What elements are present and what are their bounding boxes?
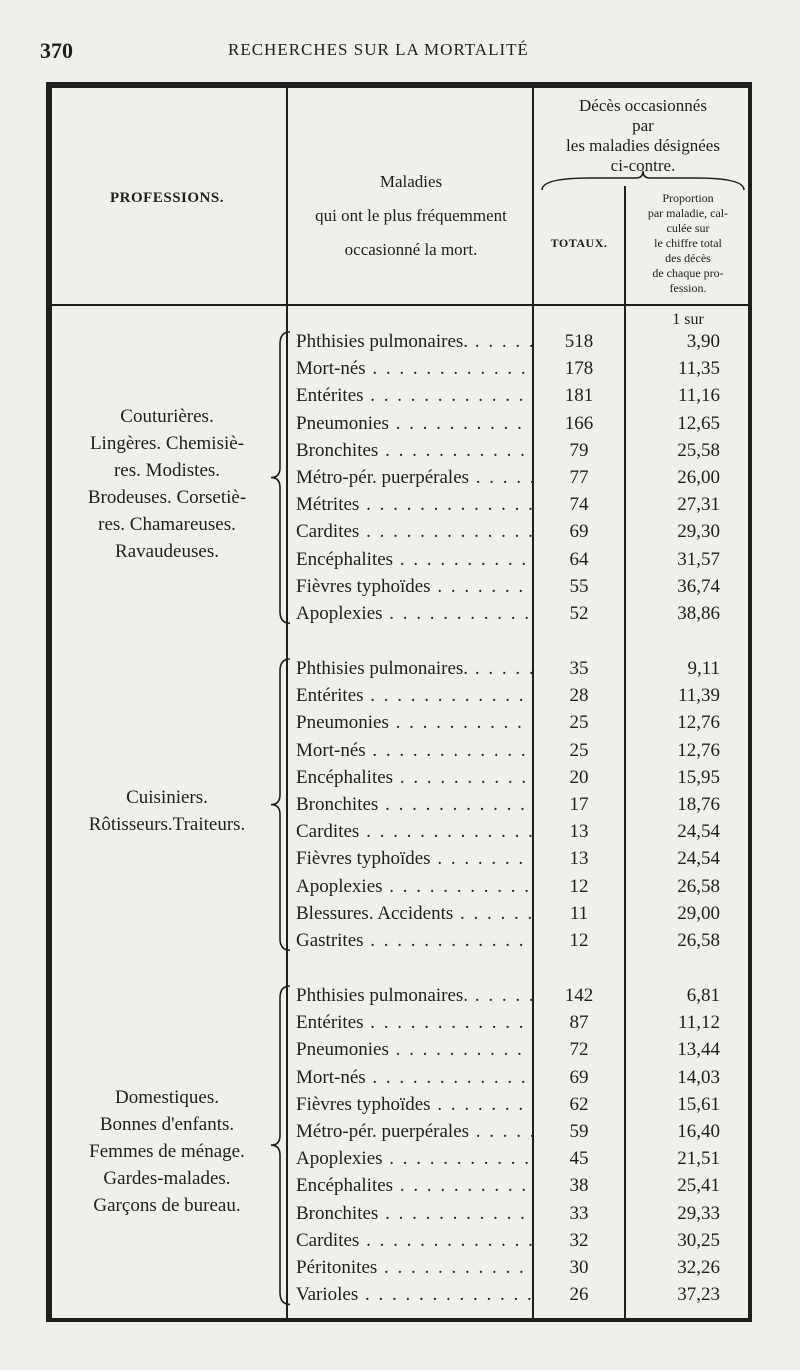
profession-line: Cuisiniers.: [126, 786, 208, 808]
total-cell: 178: [564, 358, 594, 380]
disease-cell: Cardites . . .: [296, 1227, 532, 1254]
table-row: [0, 382, 800, 409]
proportion-cell: 11,12: [677, 1012, 720, 1034]
disease-cell: Fièvres typhoïdes . . .: [296, 573, 532, 600]
proportion-cell: 26,00: [677, 467, 720, 488]
disease-cell: Encéphalites . . .: [296, 764, 532, 791]
maladies-header-line: occasionné la mort.: [344, 240, 478, 259]
total-cell: 142: [564, 985, 594, 1006]
total-cell: 59: [569, 1121, 589, 1142]
disease-cell: Apoplexies . . .: [296, 600, 532, 627]
running-title: RECHERCHES SUR LA MORTALITÉ: [228, 40, 529, 59]
total-cell: 518: [564, 331, 594, 352]
profession-line: res. Modistes.: [113, 459, 221, 481]
proportion-cell: 24,54: [677, 848, 720, 870]
total-cell: 33: [569, 1202, 589, 1224]
disease-cell: Métro-pér. puerpérales . . .: [296, 464, 532, 491]
table-row: [0, 1036, 800, 1063]
proportion-header-line: Proportion: [662, 191, 714, 205]
table-row: [0, 845, 800, 872]
disease-cell: Cardites . . .: [296, 818, 532, 845]
table-row: [0, 655, 800, 682]
proportion-cell: 36,74: [677, 575, 720, 597]
disease-cell: Pneumonies . . .: [296, 1036, 532, 1063]
table-row: [0, 682, 800, 709]
proportion-header-line: par maladie, cal-: [647, 206, 729, 220]
proportion-header-line: fession.: [669, 281, 707, 295]
disease-cell: Phthisies pulmonaires. . . .: [296, 655, 532, 682]
total-cell: 30: [569, 1257, 589, 1278]
table-bottom-rule: [46, 1318, 752, 1322]
profession-line: res. Chamareuses.: [98, 513, 236, 535]
proportion-cell: 11,16: [677, 385, 720, 407]
table-row: [0, 737, 800, 764]
table-row: [0, 818, 800, 845]
proportion-header-line: le chiffre total: [654, 236, 722, 250]
table-row: [0, 873, 800, 900]
proportion-cell: 11,35: [677, 358, 720, 380]
column-header-totaux: TOTAUX.: [550, 236, 608, 250]
profession-line: Gardes-malades.: [103, 1167, 231, 1189]
proportion-cell: 38,86: [677, 603, 720, 624]
proportion-cell: 27,31: [677, 494, 720, 516]
table-row: [0, 1281, 800, 1308]
total-cell: 77: [569, 467, 589, 488]
disease-cell: Cardites . . .: [296, 518, 532, 545]
proportion-header-line: de chaque pro-: [652, 266, 724, 280]
total-cell: 38: [569, 1175, 589, 1197]
maladies-header-line: qui ont le plus fréquemment: [315, 206, 507, 225]
proportion-cell: 31,57: [677, 548, 720, 570]
deces-header-line: ci-contre.: [610, 156, 676, 175]
proportion-cell: 12,76: [677, 739, 720, 761]
table-row: [0, 600, 800, 627]
table-row: [0, 546, 800, 573]
disease-cell: Entérites . . .: [296, 382, 532, 409]
proportion-cell: 15,61: [677, 1093, 720, 1115]
total-cell: 28: [569, 685, 589, 707]
total-cell: 45: [569, 1148, 589, 1170]
proportion-cell: 12,76: [677, 712, 720, 734]
table-row: [0, 573, 800, 600]
disease-cell: Mort-nés . . .: [296, 355, 532, 382]
table-row: [0, 982, 800, 1009]
disease-cell: Entérites . . .: [296, 682, 532, 709]
table-row: [0, 764, 800, 791]
total-cell: 74: [569, 494, 589, 516]
proportion-cell: 11,39: [677, 685, 720, 707]
column-header-maladies: [288, 165, 534, 267]
disease-cell: Blessures. Accidents . . .: [296, 900, 532, 927]
table-row: [0, 1145, 800, 1172]
deces-header-line: Décès occasionnés: [579, 96, 707, 115]
proportion-cell: 9,11: [687, 658, 720, 679]
proportion-cell: 16,40: [677, 1121, 720, 1142]
disease-cell: Mort-nés . . .: [296, 737, 532, 764]
disease-cell: Métrites . . .: [296, 491, 532, 518]
total-cell: 181: [564, 385, 594, 407]
profession-line: Rôtisseurs.Traiteurs.: [88, 813, 246, 835]
disease-cell: Apoplexies . . .: [296, 873, 532, 900]
total-cell: 87: [569, 1012, 589, 1034]
total-cell: 72: [569, 1039, 589, 1061]
disease-cell: Encéphalites . . .: [296, 1172, 532, 1199]
profession-line: Femmes de ménage.: [89, 1140, 245, 1162]
total-cell: 52: [569, 603, 589, 624]
table-row: [0, 709, 800, 736]
disease-cell: Pneumonies . . .: [296, 709, 532, 736]
proportion-cell: 30,25: [677, 1229, 720, 1251]
total-cell: 11: [569, 902, 589, 924]
profession-group: [0, 655, 800, 954]
total-cell: 69: [569, 521, 589, 543]
table-row: [0, 1064, 800, 1091]
disease-cell: Fièvres typhoïdes . . .: [296, 1091, 532, 1118]
table-row: [0, 1200, 800, 1227]
total-cell: 166: [564, 412, 594, 434]
total-cell: 17: [569, 794, 589, 815]
table-row: [0, 464, 800, 491]
deces-header-line: les maladies désignées: [566, 136, 720, 155]
profession-line: Couturières.: [120, 405, 214, 427]
proportion-cell: 29,30: [677, 521, 720, 543]
table-row: [0, 491, 800, 518]
total-cell: 20: [569, 766, 589, 788]
disease-cell: Bronchites . . .: [296, 791, 532, 818]
deces-header-line: par: [632, 116, 654, 135]
table-row: [0, 328, 800, 355]
proportion-cell: 29,33: [677, 1202, 720, 1224]
page-header: [0, 30, 800, 70]
total-cell: 13: [569, 848, 589, 870]
table-row: [0, 437, 800, 464]
table-row: [0, 791, 800, 818]
proportion-cell: 24,54: [677, 821, 720, 843]
total-cell: 69: [569, 1066, 589, 1088]
table-row: [0, 1172, 800, 1199]
proportion-cell: 12,65: [677, 412, 720, 434]
disease-cell: Mort-nés . . .: [296, 1064, 532, 1091]
profession-line: Ravaudeuses.: [115, 540, 219, 562]
profession-line: Brodeuses. Corsetiè-: [87, 486, 247, 508]
profession-group: [0, 982, 800, 1308]
proportion-cell: 25,58: [677, 439, 720, 461]
profession-line: Bonnes d'enfants.: [99, 1113, 235, 1135]
proportion-cell: 3,90: [686, 331, 720, 352]
disease-cell: Apoplexies . . .: [296, 1145, 532, 1172]
proportion-unit: 1 sur: [672, 311, 704, 328]
table-row: [0, 1254, 800, 1281]
table-row: [0, 1091, 800, 1118]
proportion-cell: 13,44: [677, 1039, 720, 1061]
disease-cell: Fièvres typhoïdes . . .: [296, 845, 532, 872]
total-cell: 32: [569, 1229, 589, 1251]
table-row: [0, 927, 800, 954]
table-row: [0, 518, 800, 545]
table-row: [0, 1118, 800, 1145]
disease-cell: Bronchites . . .: [296, 437, 532, 464]
proportion-cell: 18,76: [677, 794, 720, 815]
total-cell: 26: [569, 1284, 589, 1306]
disease-cell: Gastrites . . .: [296, 927, 532, 954]
proportion-cell: 6,81: [686, 985, 720, 1006]
proportion-cell: 26,58: [677, 875, 720, 897]
disease-cell: Phthisies pulmonaires. . . .: [296, 328, 532, 355]
profession-line: Lingères. Chemisiè-: [89, 432, 245, 454]
proportion-cell: 25,41: [677, 1175, 720, 1197]
disease-cell: Péritonites . . .: [296, 1254, 532, 1281]
disease-cell: Encéphalites . . .: [296, 546, 532, 573]
profession-line: Domestiques.: [115, 1086, 219, 1108]
page-number: 370: [40, 38, 73, 63]
table-row: [0, 1009, 800, 1036]
total-cell: 79: [569, 439, 589, 461]
profession-group: [0, 328, 800, 627]
total-cell: 12: [569, 875, 589, 897]
proportion-cell: 26,58: [677, 930, 720, 951]
proportion-cell: 15,95: [677, 766, 720, 788]
proportion-cell: 32,26: [677, 1257, 720, 1278]
proportion-cell: 21,51: [677, 1148, 720, 1170]
column-header-deces: [538, 96, 748, 176]
column-header-professions: PROFESSIONS.: [110, 190, 224, 206]
proportion-cell: 29,00: [677, 902, 720, 924]
disease-cell: Pneumonies . . .: [296, 410, 532, 437]
disease-cell: Métro-pér. puerpérales . . .: [296, 1118, 532, 1145]
table-row: [0, 900, 800, 927]
proportion-cell: 37,23: [677, 1284, 720, 1306]
total-cell: 13: [569, 821, 589, 843]
table-row: [0, 410, 800, 437]
total-cell: 25: [569, 712, 589, 734]
disease-cell: Phthisies pulmonaires. . . .: [296, 982, 532, 1009]
total-cell: 64: [569, 548, 589, 570]
total-cell: 25: [569, 739, 589, 761]
disease-cell: Varioles . . .: [296, 1281, 532, 1308]
total-cell: 12: [569, 930, 589, 951]
proportion-header-line: des décès: [665, 251, 711, 265]
header-rule: [52, 304, 750, 306]
maladies-header-line: Maladies: [379, 172, 443, 191]
total-cell: 35: [569, 658, 589, 679]
disease-cell: Bronchites . . .: [296, 1200, 532, 1227]
table-row: [0, 355, 800, 382]
table-row: [0, 1227, 800, 1254]
proportion-header-line: culée sur: [666, 221, 710, 235]
total-cell: 55: [569, 575, 589, 597]
profession-line: Garçons de bureau.: [93, 1194, 241, 1216]
total-cell: 62: [569, 1093, 589, 1115]
column-header-proportion: [626, 191, 750, 296]
disease-cell: Entérites . . .: [296, 1009, 532, 1036]
proportion-cell: 14,03: [677, 1066, 720, 1088]
